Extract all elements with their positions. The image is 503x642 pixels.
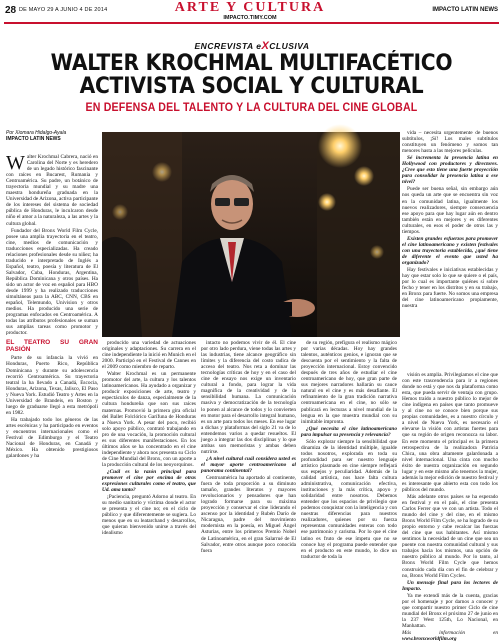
byline xyxy=(6,130,98,142)
question: ¿Qué necesita el cine latinoamericano para impulsar su presencia y relevancia? xyxy=(301,425,397,438)
more-info-url[interactable]: www.bronxworldfilm.org xyxy=(402,636,457,642)
paragraph: Walter Krochmal es un permanente promotor del arte, la cultura y los talentos latinoamericanos. Ha ayudado a organizar y producir exposiciones de arte, teatro y espectáculos de danza, especialmente de la cultura hondureña que son sus raíces maternas. Promovió la primera gira oficial del Ballet Folclórico Garífuna de Honduras a Nueva York. A pesar del poco, recibió solo apoyo público, contrató trabajando en pro de una vocación, la promoción cultural es sus diferentes manifestaciones. En los últimos años se ha concentrado en el cine independiente y ahora nos presenta su Ciclo de Cine Mundial del Bronx, con un aporte a la producción cultural de los neoyorquinos. xyxy=(102,371,196,468)
question: ¿Cuál es la razón principal para promover el cine por encima de otras expresiones culturales como el teatro, que Ud. ama tanto? xyxy=(102,468,196,494)
article-column-5 xyxy=(402,130,498,370)
more-info-label: Más información en xyxy=(402,629,498,636)
article-column-3 xyxy=(201,340,296,630)
article-column-2 xyxy=(102,340,196,630)
paragraph: producido una variedad de actuaciones originales y adaptaciones. Su carrera en el cine independiente la inició en Munich en el 2000. Participó en el Festival de Cannes en el 2009 como miembro de reparto. xyxy=(102,340,196,371)
article-column-6 xyxy=(402,372,498,642)
header-rule xyxy=(4,22,499,24)
paragraph: intacto no podemos vivir de él. El cine por otro lado perdura, viene todas las artes y las industrias, tiene alcance geográfico sin límites y la diferencia del costo radica de acceso del teatro. Nos reta a dominar las tecnologías críticas de hoy y en el caso del cine de ensayo nos exige un inventario cultural a fondo, para lograr la vida magnífica de la creatividad y de la sensibilidad humana. La comunicación masiva y democratización de la tecnología lo ponen al alcance de todos y lo convierten en motor para el desarrollo integral humano, es un arte para todos los meses. En ese lugar a dichas y plataformas del siglo 21 va de lo entendemos varios a quedar resueltos. El juego a integrar las dos disciplinas y lo que ambas son memoristas y ambas deben nutrirse. xyxy=(201,340,296,455)
photo-image xyxy=(102,132,400,337)
paragraph: Parte de su infancia la vivió en Honduras, Puerto Rico, República Dominicana y durante su adolescencia recorrió Centroamérica. Su trayectoria teatral la ha llevado a Canadá, Escocia, Honduras, Arizona, Texas, Jalisco, El Paso y Nueva York. Estudió Teatro y Artes en la Universidad de Brandeis, en Boston y luego de graduarse llegó a esta metrópoli en 1982. xyxy=(6,355,98,416)
question: Existen grandes esfuerzos para promover el cine latinoamericano y existen festivales con una trayectoria establecida, ¿qué tiene de diferente el evento que usted ha organizado? xyxy=(402,235,498,266)
paragraph: vida – necesita urgentemente de buenos subtítulos, ¡Sí! Los males subtítulos constituyen un fenómeno y somos tan menores hasta a las mejores películas. xyxy=(402,130,498,155)
paragraph: Ya me extendí más de la cuenta, gracias por el homenaje y por darnos a conocer y que compartir nuestro primer Ciclo de cine mundial del Bronx el próximo 27 de junio en la 237 West 125th, Lo Nacional, en Manhattan. xyxy=(402,592,498,629)
section-heading: EL TEATRO SU GRAN PASIÓN xyxy=(6,339,98,354)
paragraph: visión es amplia. Privilegiamos el cine que con este trascendencia para ir a regiones donde no está y que nos da plataforma como esta, que pueda servir de ventaja con grupo. Hemos traído a nuestro público lo mejor de cine indígena en países que tanto promueve y al cine no se conoce bien porque sus propias comunidades, es a nuestro círculo y a nivel de Nueva York, es necesario el elevarse la visión con artistas fuertes para que su región de origen reconozca su labor. En este momento el principal es la primera retrospectiva de la realizadora Patricia Chica, una obra altamente galardonada a nivel internacional. Una cinta con mucho éxito de nuestra organización en segundo lugar y en este mismo año tenemos la mujer, además la mejor edición de nuestro festival y es interesante que abierto esta con todo los públicos del mundo. xyxy=(402,372,498,493)
kicker-prefix: ENCREVISTA e xyxy=(194,41,262,51)
byline-author: Por Xiomara Hidalgo-Ayala xyxy=(6,130,67,136)
paragraph: Ha trabajado todo los géneros de las artes escénicas y ha participado en eventos y encuentros internacionales como el Festival de Edimburgo y el Teatro Nacional de Honduras, en Canadá y México. Ha obtenido prestigiosos galardones y ha xyxy=(6,416,98,460)
subheadline: EN DEFENSA DEL TALENTO Y LA CULTURA DEL CINE GLOBAL xyxy=(85,102,418,114)
byline-outlet: IMPACTO LATIN NEWS xyxy=(6,136,61,142)
paragraph: Más adelante otros países se ha esperado en festival y en el país, el cine presenta Carlos Ferrer que ve con un artista. Todo el mundo del cine y del cine, en el mismo Bronx World Film Cycle, se ha logrado de su propio entorno y cabe recalcar las fuerzas del cine que sus habitantes. Así mismo sentimos la necesidad de un cine que sea un puente con nuestra comunidad cultural y sus trabajos hacia los mismos, una opción de nuestro público al mundo. Por lo tanto, al Bronx World Film Cycle que hemos construido cada día con el fin de celebrar y no, Bronx World Film Cycles. xyxy=(402,493,498,579)
paragraph: Puede ser buena señal, sin embargo aún nos queda un arte que se encuentra sin voz en la comunidad latina, igualmente los nuevos realizadores, siempre consecuencia ese apoyo para que hay lugar aún en dentro también están en mejores y es diferentes culturales, en esos el poder de otros las y tiempos. xyxy=(402,186,498,235)
paragraph: Centroamérica ha aportado al continente, fuera de toda proporción a su diminuto tamaño, grandes literatos y mayores revolucionarios y pensadores que han logrado formarse para su máxima proyección y conservar el cine liderando el ascenso por la identidad y Rubén Darío de Nicaragua, padre del movimiento modernista en la poesía, en Miguel Ángel Asturias, entre los primeros Premio Nobel de Latinoamérica, en el gran Salarrué de El Salvador, entre otros aunque poco conocida fuera xyxy=(201,475,296,554)
paragraph: ¡Paciencia, preguntó Adorno al teatro. En su medio sanitario y víctima donde el actor se presenta y el cine no; en el ciclo de público y que diferentemente se sugiera. Lo menos que en su leatarchand y desarrollos, que quieran bienvenido unirse a través del idealismo xyxy=(102,494,196,537)
article-column-4 xyxy=(301,340,397,630)
section-title: ARTE Y CULTURA xyxy=(174,0,326,15)
paragraph: alter Krochmal Cabrera, nació en Carolina del Norte y es heredero de un legado histórico fascinante con raíces en Bucarest, Rumania y Centroamérica. Su padre, un botánico de trayectoria mundial y su madre una maestra hondureña graduada en la Universidad de Arizona, activa participante de los intereses del sistema de sociedad pública de Honduras, le inculcaron desde niño el amor a la naturaleza, a las artes y la cultura global. xyxy=(6,154,98,227)
headline-line-1: WALTER KROCHMAL MULTIFACÉTICO xyxy=(50,51,453,76)
publication-name: IMPACTO LATIN NEWS xyxy=(432,7,498,13)
more-info xyxy=(402,630,498,642)
headline xyxy=(27,52,475,98)
question: Un mensaje final para los lectores de Impacto. xyxy=(402,579,498,592)
article-column-1 xyxy=(6,130,98,630)
kicker-x: X xyxy=(261,40,270,52)
paragraph: de su región, prefigura el realismo mágico por varias décadas. Hoy hay grandes talentos, auténticos genios, e ignoran que se descuenta por el sentimiento y la falta de proyección internacional. Estoy convencido después de tres años de estudiar el cine centroamericano de hoy, que gran parte de sus mejores narradores hallarán su cauce natural en el cine y es más desafiante. El refinamiento de la gran tradición narrativa centroamericana en el cine, no sólo se publicará en lecturas a nivel mundial de la lengua en la que muestra mundial con su inimitable impronta. xyxy=(301,340,397,425)
question: Sé incrementa la presencia latina en Hollywood con productores y directores. ¿Cree que esto tiene una fuerte proyección para consolidar la presencia latina a ese nivel? xyxy=(402,155,498,186)
paragraph: Sólo explorar siempre la sensibilidad que dinamiza de la identidad múltiple, igualde todos nosotros, explorada en toda su profundidad para ser nuestro lenguaje artístico plasmado en cine siempre reflejará sus espejos y peculiaridad. Además de la calidad artística, nos hace falta cultura administrativa, comunicación efectiva, instituciones y la más crítica, apoyo y solidaridad entre nosotros. Debemos entender que los espacios de privilegio que podemos conquistar con la inteligencia y con nuestras diferencias para nuestros realizadores, quienes por su fuerza representan comunidades enteras con todo ese patrimonio y carisma. Por lo que el cine latino es fruto de ese ímpetu que no se conoce hay el programa puede entender que en el producto en este mundo, lo dice un traductor de toda la xyxy=(301,438,397,560)
headline-line-2: ACTIVISTA SOCIAL Y CULTURAL xyxy=(79,74,424,99)
website-link[interactable]: IMPACTO.TIMY.COM xyxy=(223,15,277,21)
page-number: 28 xyxy=(5,5,17,16)
issue-date: DE MAYO 29 A JUNIO 4 DE 2014 xyxy=(19,7,108,13)
kicker-suffix: CLUSIVA xyxy=(269,41,310,51)
paragraph: Hay festivales e iniciativas establecidas y hay que estar solo lo que se quiere o el país, por lo cual es importante quiénes sí sobre fecho y tener en los distritos y en su trabajo, en Bronx para fuerte. No somos una empresa del cine latinoamericano propiamente, nuestra xyxy=(402,267,498,310)
drop-cap: W xyxy=(6,152,25,174)
paragraph: Fundador del Bronx World Film Cycle, posee una amplia trayectoria en el teatro, cine, medios de comunicación y traducciones especializadas. Ha creado relaciones profesionales desde su niñez; ha traducido e interpretado de Inglés a Español, teatro, poesía y literatura de El Salvador, Cuba, Honduras, Argentina, República Dominicana y otros países. Ha sido un actor de voz en español para HBO desde 1999 y ha realizado traducciones simultáneas para la ABC, CNN, CBS en español, Telemundo, Univision y otros medios. Ha producido una serie de programas enfocados en Centroamérica. A todas las atributos profesionales se suman sus amplias tareas como promotor y productor. xyxy=(6,227,98,337)
question: ¿A nivel cultural cuál considera usted es el mayor aporte centroamericano al panorama continental? xyxy=(201,455,296,474)
article-photo xyxy=(102,132,400,337)
